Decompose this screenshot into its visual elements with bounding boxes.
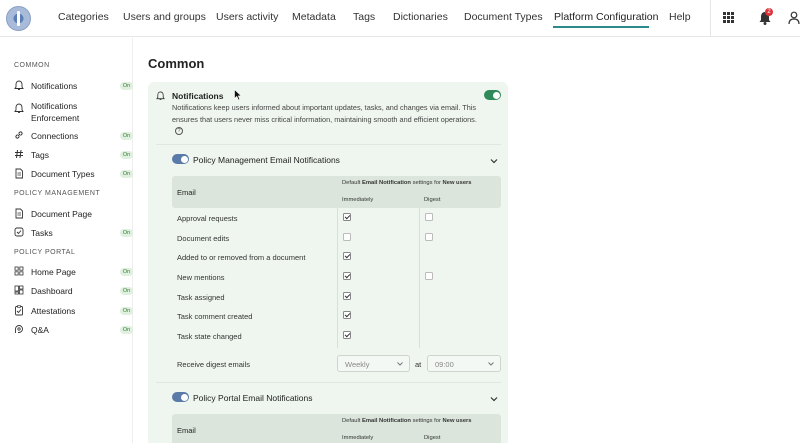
sidebar-item-notifications-enforcement[interactable]: [14, 100, 124, 124]
sidebar-item-notifications[interactable]: [14, 77, 131, 95]
policy-portal-email-toggle[interactable]: [172, 392, 189, 402]
notifications-title: Notifications: [172, 91, 224, 101]
column-header-default: [342, 418, 472, 424]
sidebar-item-label: Home Page: [31, 267, 76, 277]
notifications-toggle[interactable]: [484, 90, 501, 100]
description-text: Notifications keep users informed about important updates, tasks, and changes via email. This ensures that users never miss critical information, maintaining smooth and efficient operations.: [172, 103, 477, 124]
at-label: at: [415, 360, 422, 369]
home-grid-icon: [14, 266, 24, 276]
sidebar-item-label: Connections: [31, 131, 79, 141]
status-badge: On: [120, 151, 133, 159]
clipboard-check-icon: [14, 305, 24, 316]
status-badge: On: [120, 326, 133, 334]
header-bold-2: New users: [442, 418, 472, 424]
column-header-default: [342, 180, 472, 186]
chevron-down-icon: [488, 362, 494, 366]
document-edits-digest-checkbox[interactable]: [425, 233, 433, 241]
status-badge: On: [120, 287, 133, 295]
column-header-email: Email: [177, 426, 196, 435]
chat-icon: [14, 324, 24, 334]
mouse-cursor-icon: [234, 89, 242, 101]
sidebar-item-document-types[interactable]: [14, 165, 131, 183]
header-prefix: Default: [342, 418, 362, 424]
sidebar-item-label: Document Types: [31, 169, 95, 179]
status-badge: On: [120, 132, 133, 140]
nav-document-types[interactable]: Document Types: [464, 11, 543, 23]
header-mid: settings for: [410, 180, 443, 186]
chevron-down-icon[interactable]: [490, 158, 498, 164]
nav-help[interactable]: Help: [669, 11, 691, 23]
nav-tags[interactable]: Tags: [353, 11, 376, 23]
sidebar-item-label: Notifications Enforcement: [31, 101, 80, 123]
column-header-immediately: Immediately: [342, 197, 374, 203]
sidebar-item-label: Tasks: [31, 228, 53, 238]
sidebar-item-label: Document Page: [31, 209, 92, 219]
sidebar-item-tags[interactable]: [14, 146, 131, 164]
column-header-email: Email: [177, 188, 196, 197]
status-badge: On: [120, 170, 133, 178]
nav-users-and-groups[interactable]: Users and groups: [123, 11, 206, 23]
table-row-label: Approval requests: [177, 214, 238, 223]
chevron-down-icon[interactable]: [490, 396, 498, 402]
policy-management-email-title: Policy Management Email Notifications: [193, 155, 340, 165]
digest-time-select[interactable]: [427, 355, 501, 372]
column-divider: [337, 208, 338, 348]
sidebar-item-attestations[interactable]: [14, 302, 131, 320]
chevron-down-icon: [397, 362, 403, 366]
sidebar-item-tasks[interactable]: [14, 224, 131, 242]
nav-dictionaries[interactable]: Dictionaries: [393, 11, 448, 23]
nav-users-activity[interactable]: Users activity: [216, 11, 279, 23]
header-prefix: Default: [342, 180, 362, 186]
info-icon[interactable]: ?: [175, 127, 183, 135]
new-mentions-digest-checkbox[interactable]: [425, 272, 433, 280]
task-state-changed-immediately-checkbox[interactable]: [343, 331, 351, 339]
bell-icon: [14, 103, 24, 114]
table-row-label: Document edits: [177, 234, 230, 243]
top-navigation-bar: [0, 0, 800, 37]
status-badge: On: [120, 307, 133, 315]
sidebar-item-label: Q&A: [31, 325, 49, 335]
header-mid: settings for: [410, 418, 443, 424]
approval-requests-digest-checkbox[interactable]: [425, 213, 433, 221]
table-row-label: Task state changed: [177, 332, 242, 341]
status-badge: On: [120, 229, 133, 237]
table-row-label: Task assigned: [177, 293, 225, 302]
sidebar-item-document-page[interactable]: [14, 205, 124, 223]
document-icon: [14, 168, 24, 179]
digest-emails-label: Receive digest emails: [177, 360, 250, 369]
digest-frequency-value: Weekly: [345, 360, 370, 369]
notifications-description: [172, 102, 482, 137]
app-logo[interactable]: [6, 6, 31, 31]
section-divider: [156, 382, 501, 383]
nav-metadata[interactable]: Metadata: [292, 11, 336, 23]
hash-icon: [14, 149, 24, 159]
sidebar-item-home-page[interactable]: [14, 263, 131, 281]
policy-portal-email-title: Policy Portal Email Notifications: [193, 393, 313, 403]
nav-divider: [710, 0, 711, 37]
sidebar-section-policy-management: POLICY MANAGEMENT: [14, 190, 101, 197]
active-tab-indicator: [553, 26, 649, 28]
notification-count-badge: 2: [765, 8, 773, 16]
dashboard-icon: [14, 285, 24, 295]
task-assigned-immediately-checkbox[interactable]: [343, 292, 351, 300]
digest-frequency-select[interactable]: [337, 355, 410, 372]
sidebar-item-connections[interactable]: [14, 127, 131, 145]
check-circle-icon: [14, 227, 24, 237]
column-header-digest: Digest: [424, 435, 441, 441]
header-bold-2: New users: [442, 180, 472, 186]
sidebar-item-label: Tags: [31, 150, 49, 160]
approval-requests-immediately-checkbox[interactable]: [343, 213, 351, 221]
header-bold-1: Email Notification: [361, 418, 411, 424]
digest-time-value: 09:00: [435, 360, 454, 369]
nav-platform-configuration[interactable]: Platform Configuration: [554, 11, 659, 23]
task-comment-created-immediately-checkbox[interactable]: [343, 311, 351, 319]
table-row-label: New mentions: [177, 273, 225, 282]
added-removed-immediately-checkbox[interactable]: [343, 252, 351, 260]
sidebar-item-q-and-a[interactable]: [14, 321, 131, 339]
header-bold-1: Email Notification: [361, 180, 411, 186]
column-header-immediately: Immediately: [342, 435, 374, 441]
sidebar-section-common: COMMON: [14, 62, 50, 69]
document-edits-immediately-checkbox[interactable]: [343, 233, 351, 241]
column-header-digest: Digest: [424, 197, 441, 203]
sidebar-item-dashboard[interactable]: [14, 282, 131, 300]
bell-icon: [14, 80, 24, 91]
policy-management-email-toggle[interactable]: [172, 154, 189, 164]
sidebar-item-label: Attestations: [31, 306, 76, 316]
page-title: Common: [148, 56, 205, 71]
table-row-label: Task comment created: [177, 312, 253, 321]
bell-icon: [156, 91, 165, 101]
document-page-icon: [14, 208, 24, 219]
sidebar-section-policy-portal: POLICY PORTAL: [14, 249, 76, 256]
status-badge: On: [120, 82, 133, 90]
table-row-label: Added to or removed from a document: [177, 253, 306, 262]
new-mentions-immediately-checkbox[interactable]: [343, 272, 351, 280]
section-divider: [156, 144, 501, 145]
link-icon: [14, 130, 24, 140]
sidebar-item-label: Notifications: [31, 81, 78, 91]
status-badge: On: [120, 268, 133, 276]
user-profile-icon[interactable]: [788, 11, 800, 25]
column-divider: [419, 208, 420, 348]
apps-grid-icon[interactable]: [723, 12, 734, 23]
sidebar-item-label: Dashboard: [31, 286, 73, 296]
nav-categories[interactable]: Categories: [58, 11, 109, 23]
